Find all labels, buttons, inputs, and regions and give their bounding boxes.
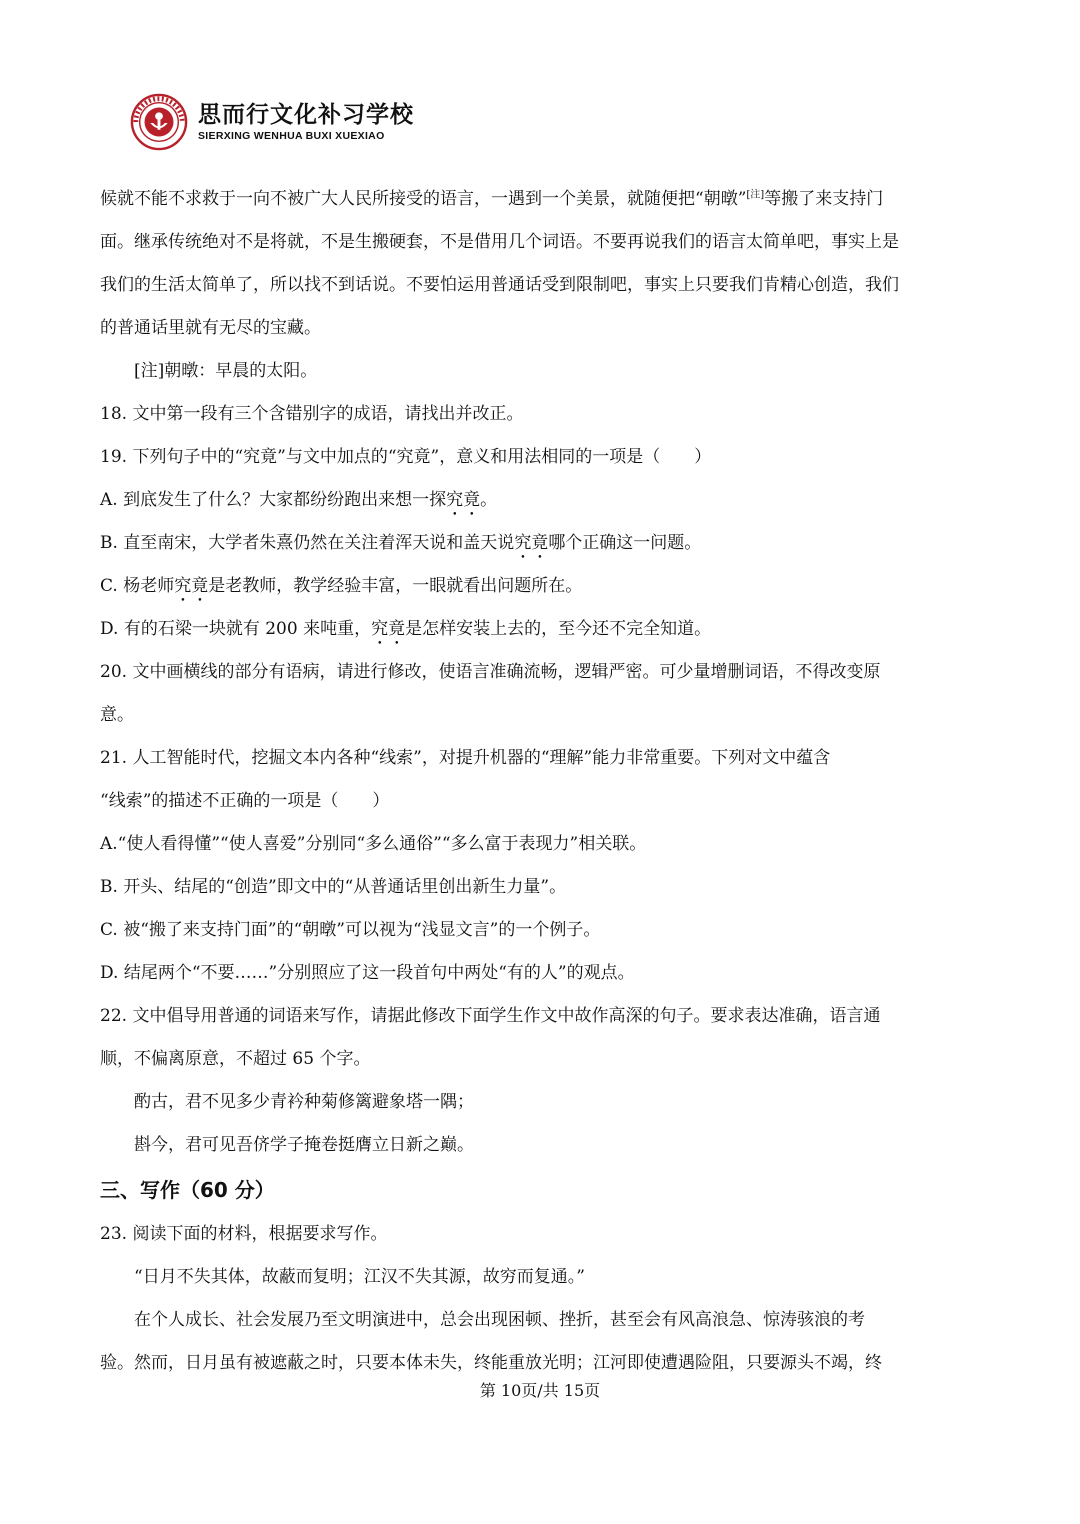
dotted-word: 究竟	[514, 533, 549, 553]
option-21-a: A.“使人看得懂”“使人喜爱”分别同“多么通俗”“多么富于表现力”相关联。	[100, 834, 647, 854]
option-21-d: D. 结尾两个“不要……”分别照应了这一段首句中两处“有的人”的观点。	[100, 963, 635, 983]
sample-sentence: 斟今，君可见吾侪学子掩卷挺膺立日新之巅。	[134, 1135, 474, 1155]
dotted-word: 究竟	[174, 576, 209, 596]
option-19-c: C. 杨老师究竟是老教师，教学经验丰富，一眼就看出问题所在。	[100, 576, 583, 596]
body-line: 的普通话里就有无尽的宝藏。	[100, 318, 321, 338]
school-header	[130, 90, 414, 154]
option-19-a: A. 到底发生了什么？大家都纷纷跑出来想一探究竟。	[100, 490, 498, 510]
question-21-cont: “线索”的描述不正确的一项是（ ）	[100, 791, 390, 811]
body-line: 面。继承传统绝对不是将就，不是生搬硬套，不是借用几个词语。不要再说我们的语言太简单吧，事实上是	[100, 232, 899, 252]
body-line: 候就不能不求救于一向不被广大人民所接受的语言，一遇到一个美景，就随便把“朝暾”[注]等搬了来支持门	[100, 189, 884, 209]
page-number: 第 10页/共 15页	[479, 1381, 601, 1400]
option-19-d: D. 有的石梁一块就有 200 来吨重，究竟是怎样安装上去的，至今还不完全知道。	[100, 619, 712, 639]
question-18: 18. 文中第一段有三个含错别字的成语，请找出并改正。	[100, 404, 524, 424]
footnote: [注]朝暾：早晨的太阳。	[134, 361, 318, 381]
material-paragraph-cont: 验。然而，日月虽有被遮蔽之时，只要本体未失，终能重放光明；江河即使遭遇险阻，只要源头不竭，终	[100, 1353, 882, 1373]
section-title: 三、写作（60 分）	[100, 1178, 275, 1202]
footnote-marker: [注]	[746, 189, 765, 201]
question-20-cont: 意。	[100, 705, 134, 725]
question-23: 23. 阅读下面的材料，根据要求写作。	[100, 1224, 388, 1244]
dotted-word: 究竟	[446, 490, 481, 510]
body-line: 我们的生活太简单了，所以找不到话说。不要怕运用普通话受到限制吧，事实上只要我们肯精心创造，我们	[100, 275, 899, 295]
question-19: 19. 下列句子中的“究竟”与文中加点的“究竟”，意义和用法相同的一项是（ ）	[100, 447, 712, 467]
school-logo-icon	[130, 93, 188, 151]
option-21-b: B. 开头、结尾的“创造”即文中的“从普通话里创出新生力量”。	[100, 877, 567, 897]
page-content	[100, 178, 985, 1385]
option-19-b: B. 直至南宋，大学者朱熹仍然在关注着浑天说和盖天说究竟哪个正确这一问题。	[100, 533, 702, 553]
question-21: 21. 人工智能时代，挖掘文本内各种“线索”，对提升机器的“理解”能力非常重要。下列对文中蕴含	[100, 748, 831, 768]
question-22: 22. 文中倡导用普通的词语来写作，请据此修改下面学生作文中故作高深的句子。要求表达准确，语言通	[100, 1006, 881, 1026]
sample-sentence: 酌古，君不见多少青衿种菊修篱避象塔一隅；	[134, 1092, 474, 1112]
question-22-cont: 顺，不偏离原意，不超过 65 个字。	[100, 1049, 371, 1069]
question-20: 20. 文中画横线的部分有语病，请进行修改，使语言准确流畅，逻辑严密。可少量增删词语，不得改变原	[100, 662, 881, 682]
option-21-c: C. 被“搬了来支持门面”的“朝暾”可以视为“浅显文言”的一个例子。	[100, 920, 601, 940]
dotted-word: 究竟	[371, 619, 406, 639]
material-quote: “日月不失其体，故蔽而复明；江汉不失其源，故穷而复通。”	[134, 1267, 585, 1287]
school-name-en: SIERXING WENHUA BUXI XUEXIAO	[198, 130, 385, 142]
school-name-cn: 思而行文化补习学校	[198, 102, 414, 128]
material-paragraph: 在个人成长、社会发展乃至文明演进中，总会出现困顿、挫折，甚至会有风高浪急、惊涛骇浪的考	[134, 1310, 865, 1330]
